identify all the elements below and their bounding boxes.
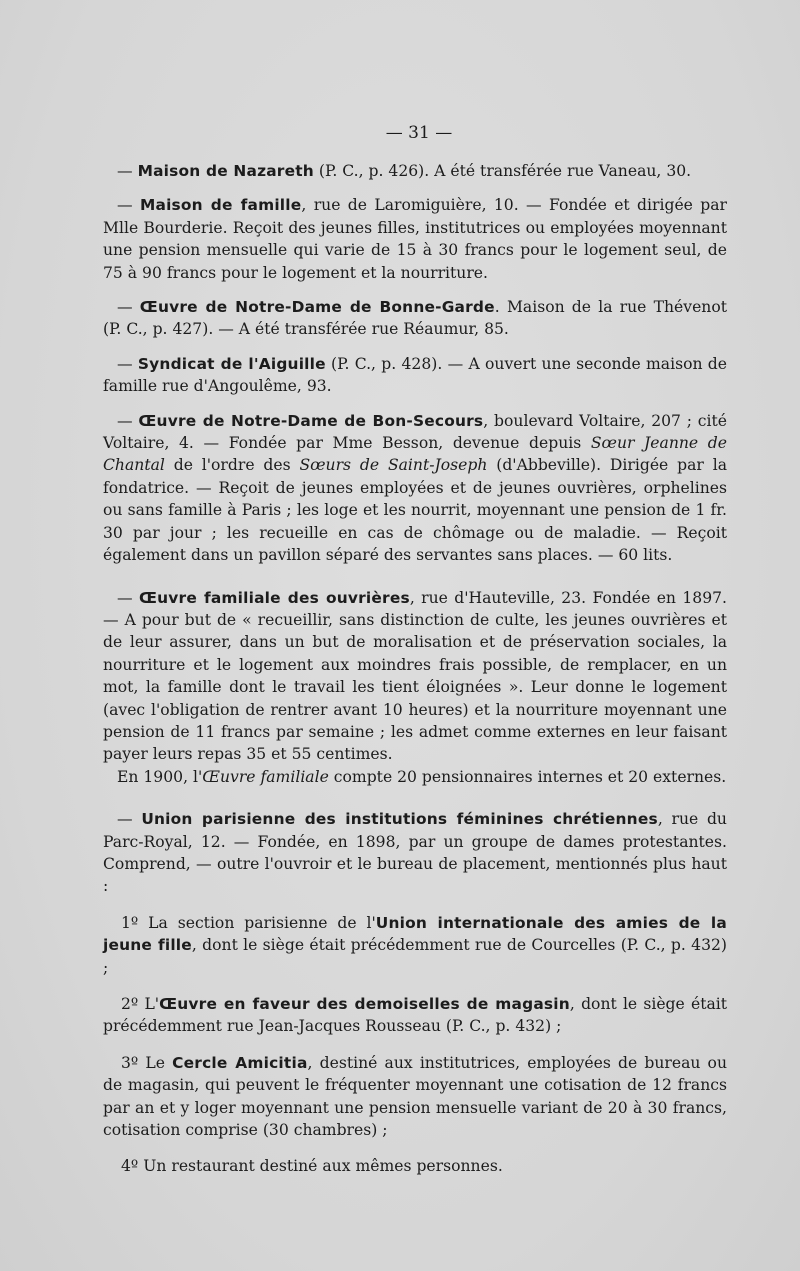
entry-bonne-garde — [103, 296, 727, 341]
numbered-item-1 — [103, 912, 727, 979]
entry-text: , rue du Parc-Royal, 12. — Fondée, en 1898, par un groupe de dames protestantes. Comprend, — outre l'ouvroir et le bureau de placement, mentionnés plus haut : — [103, 810, 727, 896]
entry-dash: — — [117, 588, 139, 607]
entry-text: Un restaurant destiné aux mêmes personnes. — [138, 1157, 503, 1176]
entry-text: L' — [138, 995, 160, 1013]
numbered-item-4 — [103, 1155, 727, 1177]
entry-dash: — — [117, 411, 139, 430]
entry-oeuvre-familiale-1900 — [103, 766, 727, 788]
entry-text: , rue de Laromiguière, 10. — Fondée et dirigée par Mlle Bourderie. Reçoit des jeunes filles, institutrices ou employées moyennant une pension mensuelle qui varie de 15 à 30 francs pour le logement seul, de 75 à 90 francs pour le logement et la nourriture. — [103, 196, 727, 282]
entry-name: Œuvre en faveur des demoiselles de magasin — [159, 995, 570, 1013]
entry-text: de l'ordre des — [164, 456, 300, 475]
entry-text: (d'Abbeville). Dirigée par la fondatrice. — Reçoit de jeunes employées et de jeunes ouvrières, orphelines ou sans famille à Paris ; les loge et les nourrit, moyennant une pension de 1 fr. 30 par jour ; les recueille en cas de chômage ou de maladie. — Reçoit également dans un pavillon séparé des servantes sans places. — 60 lits. — [103, 456, 727, 565]
entry-union-parisienne — [103, 808, 727, 898]
entry-text: . Maison de la rue Thévenot (P. C., p. 427). — A été transférée rue Réaumur, 85. — [103, 298, 727, 339]
entry-syndicat-aiguille — [103, 353, 727, 398]
entry-name: Union parisienne des institutions féminines chrétiennes — [141, 810, 658, 829]
entry-text: , destiné aux institutrices, employées de bureau ou de magasin, qui peuvent le fréquenter moyennant une cotisation de 12 francs par an et y loger moyennant une pension mensuelle variant de 20 à 30 francs, cotisation comprise (30 chambres) ; — [103, 1053, 727, 1140]
entry-bon-secours — [103, 410, 727, 567]
page-body — [103, 122, 727, 1178]
entry-maison-de-famille — [103, 194, 727, 284]
entry-name: Cercle Amicitia — [172, 1053, 308, 1072]
entry-dash: — — [117, 810, 142, 829]
entry-name: Œuvre de Notre-Dame de Bon-Secours — [138, 411, 484, 430]
entry-name: Maison de Nazareth — [137, 162, 314, 180]
entry-name: Syndicat de l'Aiguille — [137, 354, 326, 373]
entry-dash: — — [117, 354, 138, 373]
entry-italic: Sœur Jeanne de Chantal — [103, 434, 727, 475]
numbered-item-2 — [103, 993, 727, 1038]
entry-text: , dont le siège était précédemment rue de Courcelles (P. C., p. 432) ; — [103, 936, 727, 977]
item-number: 2º — [121, 995, 139, 1013]
numbered-item-3 — [103, 1052, 727, 1142]
entry-text: compte 20 pensionnaires internes et 20 externes. — [328, 767, 727, 786]
item-number: 4º — [121, 1157, 139, 1176]
entry-name: Maison de famille — [139, 196, 302, 215]
entry-name: Œuvre de Notre-Dame de Bonne-Garde — [139, 298, 495, 317]
page-number: — 31 — — [385, 123, 453, 143]
entry-italic: Œuvre familiale — [202, 767, 329, 786]
entry-text: , dont le siège était précédemment rue Jean-Jacques Rousseau (P. C., p. 432) ; — [103, 995, 728, 1036]
entry-text: (P. C., p. 426). A été transférée rue Vaneau, 30. — [313, 162, 692, 180]
entry-italic: Sœurs de Saint-Joseph — [299, 456, 488, 475]
entry-maison-de-nazareth — [103, 160, 727, 182]
entry-text: , boulevard Voltaire, 207 ; cité Voltaire, 4. — Fondée par Mme Besson, devenue depuis — [103, 411, 728, 453]
entry-name: Union internationale des amies de la jeune fille — [103, 913, 727, 955]
entry-text: Le — [138, 1053, 173, 1072]
entry-dash: — — [117, 298, 140, 317]
entry-text: La section parisienne de l' — [138, 913, 376, 932]
item-number: 1º — [121, 913, 139, 932]
entry-oeuvre-familiale — [103, 587, 727, 766]
entry-dash: — — [117, 162, 138, 180]
item-number: 3º — [121, 1053, 139, 1072]
entry-text: , rue d'Hauteville, 23. Fondée en 1897. — A pour but de « recueillir, sans distinction de culte, les jeunes ouvrières et de leur assurer, dans un but de moralisation et de préservation sociales, la nourriture et le logement aux moindres frais possible, de remplacer, en un mot, la famille dont le travail les tient éloignées ». Leur donne le logement (avec l'obligation de rentrer avant 10 heures) et la nourriture moyennant une pension de 11 francs par semaine ; les admet comme externes en leur faisant payer leurs repas 35 et 55 centimes. — [103, 588, 727, 764]
entry-text: En 1900, l' — [117, 767, 203, 786]
entry-dash: — — [117, 196, 140, 215]
entry-text: (P. C., p. 428). — A ouvert une seconde maison de famille rue d'Angoulême, 93. — [103, 354, 727, 396]
entry-name: Œuvre familiale des ouvrières — [138, 588, 410, 607]
